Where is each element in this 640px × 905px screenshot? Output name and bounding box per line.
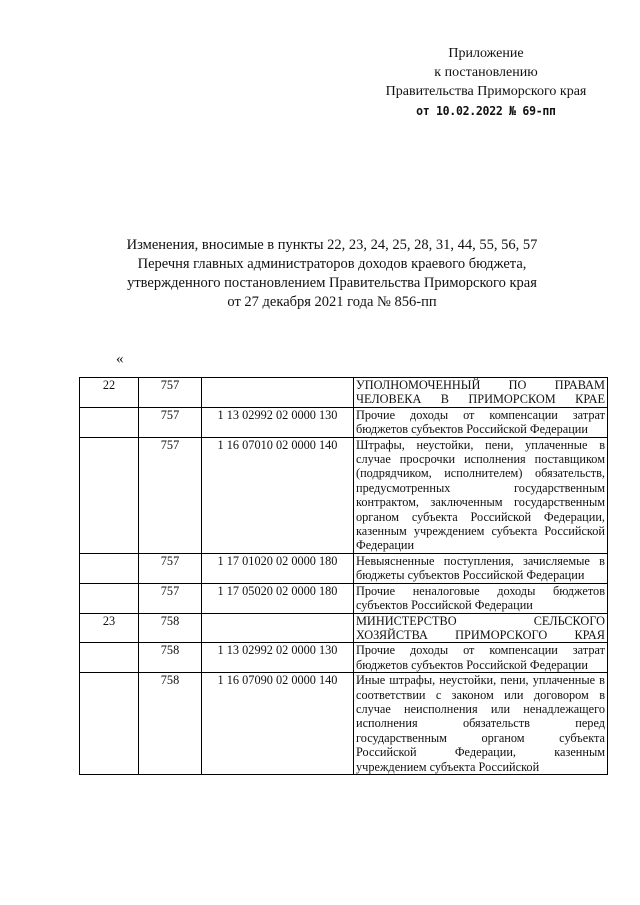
admin-code: 757 — [139, 437, 202, 553]
table-row — [80, 673, 608, 775]
income-name: Иные штрафы, неустойки, пени, уплаченные в соответствии с законом или договором в случае неисполнения или ненадлежащего исполнения обязательств перед государственным органом субъекта Российской Федерации, казенным учреждением субъекта Российской — [354, 673, 608, 775]
table-row — [80, 613, 608, 643]
admin-code: 758 — [139, 613, 202, 643]
administrators-table — [79, 377, 608, 775]
row-number — [80, 437, 139, 553]
row-number — [80, 643, 139, 673]
heading-line-3: утвержденного постановлением Правительства Приморского края — [127, 275, 537, 291]
appendix-number: от 10.02.2022 № 69-пп — [416, 103, 556, 118]
income-name: УПОЛНОМОЧЕННЫЙ ПО ПРАВАМ ЧЕЛОВЕКА В ПРИМОРСКОМ КРАЕ — [354, 378, 608, 408]
table-row — [80, 583, 608, 613]
opening-quote: « — [116, 351, 124, 367]
row-number — [80, 553, 139, 583]
row-number — [80, 407, 139, 437]
admin-code: 757 — [139, 407, 202, 437]
table-row — [80, 437, 608, 553]
appendix-block — [370, 44, 602, 121]
admin-code: 758 — [139, 643, 202, 673]
income-code: 1 13 02992 02 0000 130 — [202, 407, 354, 437]
heading-line-2: Перечня главных администраторов доходов краевого бюджета, — [137, 256, 527, 272]
income-code — [202, 613, 354, 643]
income-name: Невыясненные поступления, зачисляемые в бюджеты субъектов Российской Федерации — [354, 553, 608, 583]
appendix-ref: к постановлению — [434, 65, 538, 80]
row-number: 22 — [80, 378, 139, 408]
admin-code: 757 — [139, 583, 202, 613]
admin-code: 757 — [139, 378, 202, 408]
row-number — [80, 673, 139, 775]
income-code: 1 13 02992 02 0000 130 — [202, 643, 354, 673]
income-code: 1 17 05020 02 0000 180 — [202, 583, 354, 613]
income-code: 1 17 01020 02 0000 180 — [202, 553, 354, 583]
row-number: 23 — [80, 613, 139, 643]
income-name: Штрафы, неустойки, пени, уплаченные в случае просрочки исполнения поставщиком (подрядчиком, исполнителем) обязательств, предусмотренных государственным контрактом, заключенным государственным органом субъекта Российской Федерации, казенным учреждением субъекта Российской Федерации — [354, 437, 608, 553]
appendix-authority: Правительства Приморского края — [385, 84, 587, 99]
table-row — [80, 553, 608, 583]
income-name: МИНИСТЕРСТВО СЕЛЬСКОГО ХОЗЯЙСТВА ПРИМОРСКОГО КРАЯ — [354, 613, 608, 643]
income-name: Прочие доходы от компенсации затрат бюджетов субъектов Российской Федерации — [354, 643, 608, 673]
table-row — [80, 407, 608, 437]
appendix-title: Приложение — [448, 46, 524, 61]
row-number — [80, 583, 139, 613]
table-row — [80, 378, 608, 408]
income-name: Прочие неналоговые доходы бюджетов субъектов Российской Федерации — [354, 583, 608, 613]
income-code — [202, 378, 354, 408]
document-heading — [90, 236, 574, 312]
admin-code: 757 — [139, 553, 202, 583]
income-name: Прочие доходы от компенсации затрат бюджетов субъектов Российской Федерации — [354, 407, 608, 437]
heading-line-4: от 27 декабря 2021 года № 856-пп — [227, 294, 437, 310]
income-code: 1 16 07010 02 0000 140 — [202, 437, 354, 553]
income-code: 1 16 07090 02 0000 140 — [202, 673, 354, 775]
table-row — [80, 643, 608, 673]
admin-code: 758 — [139, 673, 202, 775]
heading-line-1: Изменения, вносимые в пункты 22, 23, 24, 25, 28, 31, 44, 55, 56, 57 — [126, 237, 538, 253]
